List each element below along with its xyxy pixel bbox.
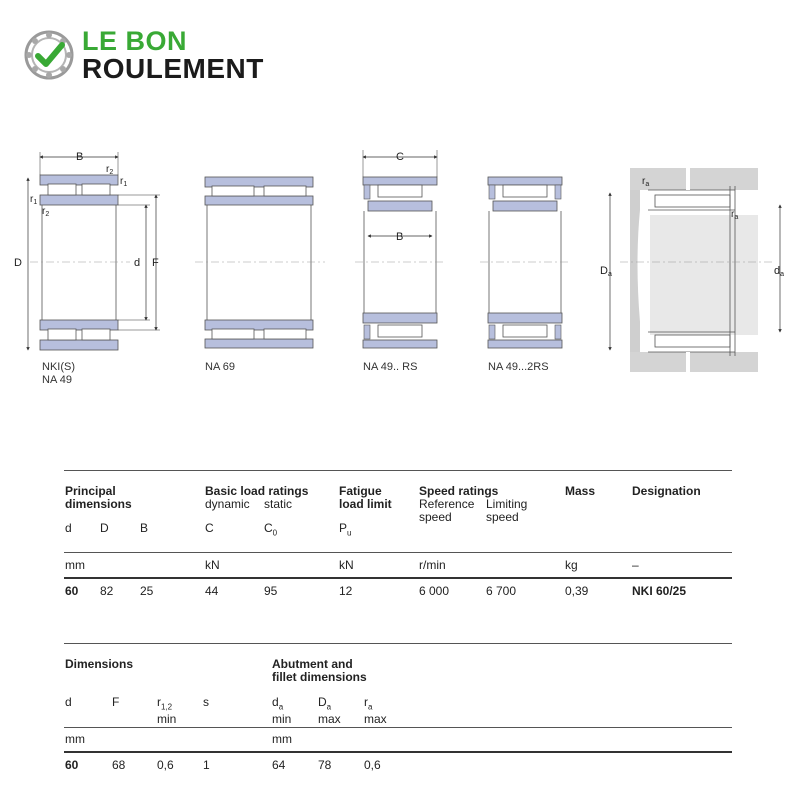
table2-row-rule <box>64 751 732 753</box>
logo-text-line1: LE BON <box>82 26 188 56</box>
sym2-r12: $r_{1,2}$ min <box>157 695 177 727</box>
sym2-F: F <box>112 695 120 709</box>
label-D: D <box>14 257 22 269</box>
label-F: F <box>152 257 159 269</box>
val-d: 60 <box>65 584 79 598</box>
svg-text:r1: $r_1$ <box>120 176 128 188</box>
sym-C: C <box>205 521 214 535</box>
sym2-Da: $D_a$ max <box>318 695 341 727</box>
val2-F: 68 <box>112 758 126 772</box>
val-ref-speed: 6 000 <box>419 584 450 598</box>
unit-kN-fatigue: kN <box>339 558 354 572</box>
label-B-rs: B <box>396 231 404 243</box>
hdr-speed: Speed ratings <box>419 484 499 498</box>
svg-text:Da: Da <box>600 265 612 278</box>
label-d: d <box>134 257 141 269</box>
unit2-mm: mm <box>65 732 85 746</box>
val-lim-speed: 6 700 <box>486 584 517 598</box>
table1-row-rule <box>64 577 732 579</box>
drawing-na49rs <box>355 150 445 348</box>
table2-mid-rule <box>64 727 732 728</box>
unit2-mm-abutment: mm <box>272 732 292 746</box>
hdr-basic: Basic load ratings <box>205 484 309 498</box>
sym2-da: $d_a$ min <box>272 695 292 727</box>
hdr-abutment: Abutment and fillet dimensions <box>272 657 367 684</box>
drawing-na69 <box>195 177 325 348</box>
drawing-na49-2rs <box>480 177 570 348</box>
unit-kN: kN <box>205 558 220 572</box>
unit-dash: – <box>632 558 639 572</box>
caption-na49-2rs: NA 49...2RS <box>488 361 549 373</box>
hdr-dimensions: Dimensions <box>65 657 134 671</box>
hdr-reference: Reference speed <box>419 497 475 524</box>
table1-top-rule <box>64 470 732 471</box>
hdr-principal: Principal dimensions <box>65 484 132 511</box>
sym-Pu: $P_u$ <box>339 521 352 538</box>
val-C0: 95 <box>264 584 278 598</box>
hdr-static: static <box>264 497 293 511</box>
sym2-d: d <box>65 695 72 709</box>
table2-top-rule <box>64 643 732 644</box>
table1-mid-rule <box>64 552 732 553</box>
bearing-drawings <box>0 140 800 390</box>
val-designation: NKI 60/25 <box>632 584 687 598</box>
val2-s: 1 <box>203 758 210 772</box>
hdr-limiting: Limiting speed <box>486 497 528 524</box>
label-C: C <box>396 151 404 163</box>
val2-da: 64 <box>272 758 286 772</box>
unit-mm: mm <box>65 558 85 572</box>
caption-nki: NKI(S) NA 49 <box>42 361 75 386</box>
drawing-mounting <box>600 168 784 372</box>
sym-C0: $C_0$ <box>264 521 278 538</box>
sym-D: D <box>100 521 109 535</box>
unit-kg: kg <box>565 558 578 572</box>
svg-text:r2: $r_2$ <box>106 164 114 176</box>
val-Pu: 12 <box>339 584 353 598</box>
caption-na49rs: NA 49.. RS <box>363 361 418 373</box>
hdr-dynamic: dynamic <box>205 497 250 511</box>
val2-ra: 0,6 <box>364 758 381 772</box>
hdr-fatigue: Fatigue load limit <box>339 484 392 511</box>
svg-text:ra: $r_a$ <box>642 176 650 188</box>
sym2-ra: $r_a$ max <box>364 695 387 727</box>
svg-text:r1: $r_1$ <box>30 194 38 206</box>
val2-d: 60 <box>65 758 79 772</box>
val-C: 44 <box>205 584 219 598</box>
val-mass: 0,39 <box>565 584 589 598</box>
sym-B: B <box>140 521 149 535</box>
caption-na69: NA 69 <box>205 361 235 373</box>
val2-r12: 0,6 <box>157 758 174 772</box>
sym-d: d <box>65 521 72 535</box>
bearing-check-logo-icon <box>24 30 74 80</box>
sym2-s: s <box>203 695 209 709</box>
unit-rmin: r/min <box>419 558 446 572</box>
val-D: 82 <box>100 584 114 598</box>
val2-Da: 78 <box>318 758 332 772</box>
label-B: B <box>76 151 84 163</box>
hdr-designation: Designation <box>632 484 701 498</box>
hdr-mass: Mass <box>565 484 596 498</box>
drawing-nki <box>14 151 160 350</box>
svg-text:ra: $r_a$ <box>731 209 739 221</box>
logo-text-line2: ROULEMENT <box>82 53 264 84</box>
svg-text:da: da <box>774 265 785 278</box>
svg-text:r2: $r_2$ <box>42 206 50 218</box>
val-B: 25 <box>140 584 154 598</box>
